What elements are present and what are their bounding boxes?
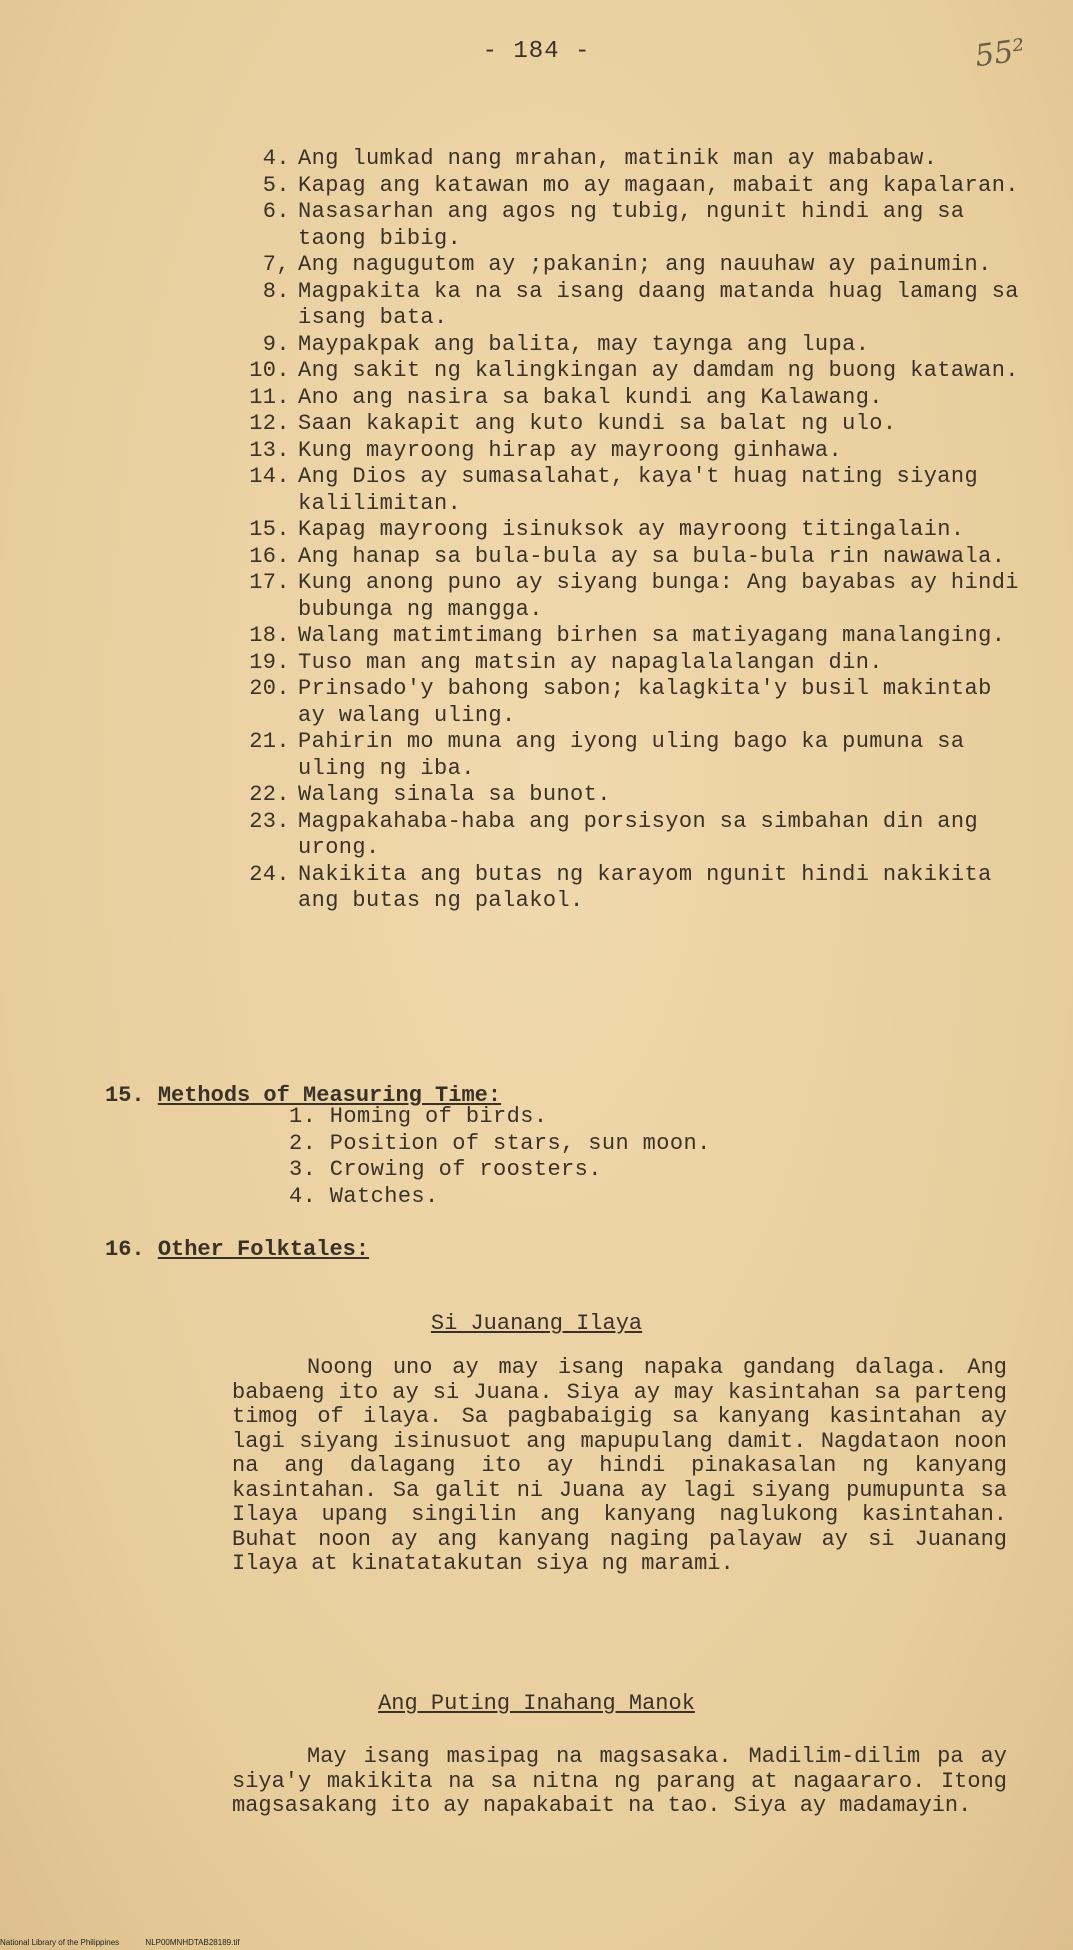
method-item: 2. Position of stars, sun moon. xyxy=(289,1130,711,1156)
story-1-text xyxy=(232,1356,1007,1577)
proverb-number: 8. xyxy=(262,278,290,304)
proverb-item xyxy=(225,782,1025,809)
proverb-number: 19. xyxy=(249,649,290,675)
proverb-text: Nasasarhan ang agos ng tubig, ngunit hindi ang sa taong bibig. xyxy=(298,199,965,251)
proverb-number: 6. xyxy=(262,199,290,224)
proverb-number: 20. xyxy=(249,676,290,701)
proverb-number: 23. xyxy=(249,808,290,834)
section-15-number: 15. xyxy=(105,1083,145,1108)
proverb-item xyxy=(225,676,1025,729)
proverb-text: Walang sinala sa bunot. xyxy=(298,782,611,807)
proverb-item xyxy=(225,438,1025,465)
proverb-item xyxy=(225,173,1025,200)
footer-library: National Library of the Philippines xyxy=(0,1938,120,1947)
proverb-list xyxy=(225,146,1025,915)
proverb-text: Saan kakapit ang kuto kundi sa balat ng ulo. xyxy=(298,411,897,436)
proverb-item xyxy=(225,332,1025,359)
proverb-item xyxy=(225,809,1025,862)
scan-footer xyxy=(0,1938,400,1947)
proverb-text: Kung mayroong hirap ay mayroong ginhawa. xyxy=(298,437,843,463)
handwritten-page-stamp: 55² xyxy=(972,32,1028,75)
proverb-item xyxy=(225,623,1025,650)
proverb-text: Pahirin mo muna ang iyong uling bago ka pumuna sa uling ng iba. xyxy=(298,729,965,781)
proverb-item xyxy=(225,464,1025,517)
proverb-text: Kapag mayroong isinuksok ay mayroong titingalain. xyxy=(298,517,965,542)
proverb-item xyxy=(225,252,1025,279)
proverb-number: 16. xyxy=(249,543,290,569)
proverb-text: Ang sakit ng kalingkingan ay damdam ng buong katawan. xyxy=(298,358,1019,383)
story-2-title: Ang Puting Inahang Manok xyxy=(378,1691,695,1716)
proverb-text: Kung anong puno ay siyang bunga: Ang bayabas ay hindi bubunga ng mangga. xyxy=(298,570,1019,622)
proverb-number: 14. xyxy=(249,464,290,489)
proverb-item xyxy=(225,729,1025,782)
section-16-heading xyxy=(105,1237,369,1262)
proverb-number: 4. xyxy=(262,146,290,171)
proverb-text: Tuso man ang matsin ay napaglalalangan din. xyxy=(298,649,883,675)
proverb-number: 11. xyxy=(249,384,290,410)
proverb-number: 17. xyxy=(249,570,290,595)
proverb-item xyxy=(225,862,1025,915)
proverb-item xyxy=(225,199,1025,252)
proverb-number: 12. xyxy=(249,411,290,436)
page-number: - 184 - xyxy=(482,38,591,65)
proverb-number: 24. xyxy=(249,861,290,887)
proverb-item xyxy=(225,570,1025,623)
method-item: 3. Crowing of roosters. xyxy=(289,1157,602,1182)
proverb-text: Ang Dios ay sumasalahat, kaya't huag nating siyang kalilimitan. xyxy=(298,464,979,516)
proverb-text: Ang lumkad nang mrahan, matinik man ay mababaw. xyxy=(298,146,938,171)
story-2-text xyxy=(232,1745,1007,1819)
methods-list xyxy=(289,1104,711,1210)
proverb-number: 21. xyxy=(249,729,290,754)
story-1-title: Si Juanang Ilaya xyxy=(430,1311,643,1336)
proverb-item xyxy=(225,411,1025,438)
proverb-number: 22. xyxy=(249,782,290,807)
footer-filename: NLP00MNHDTAB28189.tif xyxy=(145,1938,240,1947)
proverb-text: Kapag ang katawan mo ay magaan, mabait ang kapalaran. xyxy=(298,172,1019,198)
section-16-label: Other Folktales: xyxy=(157,1237,370,1262)
proverb-number: 13. xyxy=(249,437,290,463)
proverb-item xyxy=(225,517,1025,544)
proverb-item xyxy=(225,146,1025,173)
proverb-text: Nakikita ang butas ng karayom ngunit hindi nakikita ang butas ng palakol. xyxy=(298,861,992,913)
proverb-number: 5. xyxy=(262,172,290,198)
proverb-number: 9. xyxy=(262,331,290,357)
proverb-text: Magpakahaba-haba ang porsisyon sa simbahan din ang urong. xyxy=(298,808,979,860)
proverb-number: 18. xyxy=(249,623,290,648)
proverb-text: Ang nagugutom ay ;pakanin; ang nauuhaw ay painumin. xyxy=(298,252,992,277)
proverb-item xyxy=(225,385,1025,412)
method-item: 4. Watches. xyxy=(289,1183,439,1209)
proverb-item xyxy=(225,650,1025,677)
proverb-item xyxy=(225,358,1025,385)
method-item: 1. Homing of birds. xyxy=(289,1104,548,1129)
proverb-number: 10. xyxy=(249,358,290,383)
story-2-body: May isang masipag na magsasaka. Madilim-dilim pa ay siya'y makikita na sa nitna ng parang at nagaararo. Itong magsasakang ito ay napakabait na tao. Siya ay madamayin. xyxy=(232,1744,1007,1818)
story-1-body: Noong uno ay may isang napaka gandang dalaga. Ang babaeng ito ay si Juana. Siya ay may kasintahan sa parteng timog of ilaya. Sa pagbabaigig sa kanyang kasintahan ay lagi siyang isinusuot ang mapupulang damit. Nagdataon noon na ang dalagang ito ay hindi pinakasalan ng kanyang kasintahan. Sa galit ni Juana ay lagi siyang pumupunta sa Ilaya upang singilin ang kanyang naglukong kasintahan. Buhat noon ay ang kanyang naging palayaw ay si Juanang Ilaya at kinatatakutan siya ng marami. xyxy=(232,1355,1007,1576)
proverb-text: Maypakpak ang balita, may taynga ang lupa. xyxy=(298,331,870,357)
section-15-label: Methods of Measuring Time: xyxy=(157,1083,502,1108)
proverb-text: Walang matimtimang birhen sa matiyagang manalanging. xyxy=(298,623,1006,648)
proverb-number: 7, xyxy=(262,252,290,277)
proverb-text: Prinsado'y bahong sabon; kalagkita'y busil makintab ay walang uling. xyxy=(298,676,992,728)
proverb-item xyxy=(225,279,1025,332)
proverb-number: 15. xyxy=(249,517,290,542)
proverb-text: Ano ang nasira sa bakal kundi ang Kalawang. xyxy=(298,384,883,410)
section-16-number: 16. xyxy=(105,1237,145,1262)
proverb-text: Ang hanap sa bula-bula ay sa bula-bula rin nawawala. xyxy=(298,543,1006,569)
proverb-text: Magpakita ka na sa isang daang matanda huag lamang sa isang bata. xyxy=(298,278,1019,330)
proverb-item xyxy=(225,544,1025,571)
